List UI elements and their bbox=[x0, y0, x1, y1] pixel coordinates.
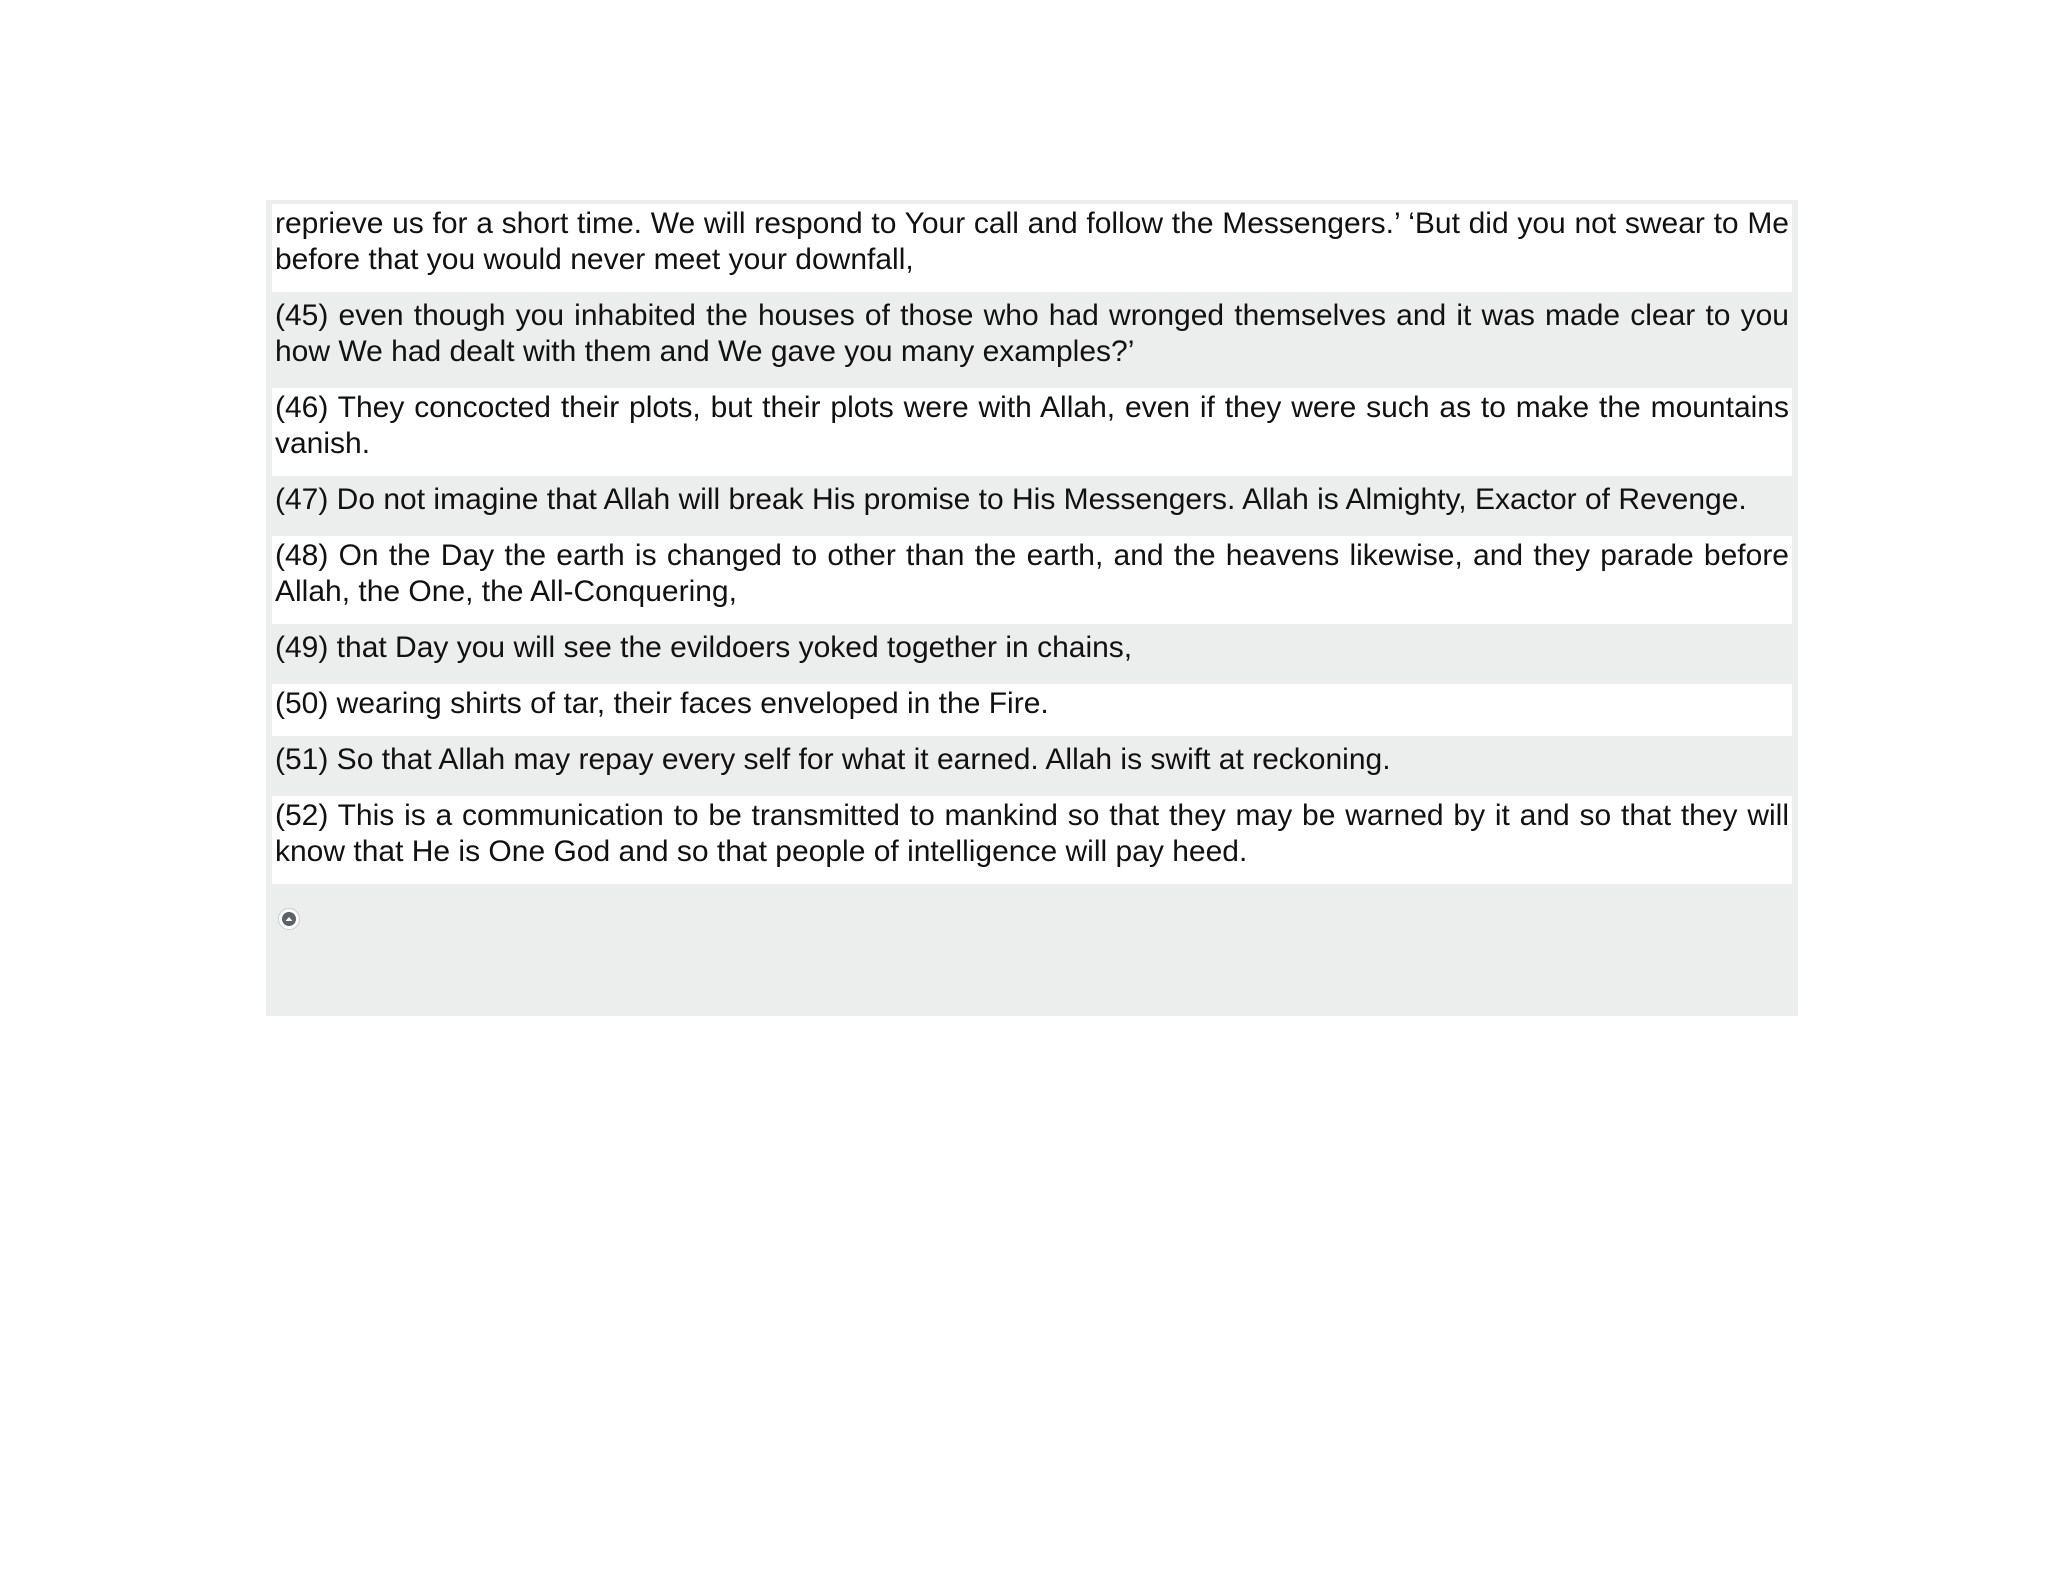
verse-row: reprieve us for a short time. We will respond to Your call and follow the Messengers.’ ‘But did you not swear to Me before that you would never meet your downfall, bbox=[272, 204, 1792, 292]
verse-row: (52) This is a communication to be transmitted to mankind so that they may be warned by it and so that they will know that He is One God and so that people of intelligence will pay heed. bbox=[272, 796, 1792, 884]
scroll-up-icon bbox=[282, 912, 296, 926]
verse-panel bbox=[266, 200, 1798, 1016]
verse-row: (47) Do not imagine that Allah will break His promise to His Messengers. Allah is Almighty, Exactor of Revenge. bbox=[272, 480, 1792, 532]
verse-row: (49) that Day you will see the evildoers yoked together in chains, bbox=[272, 628, 1792, 680]
verse-row: (51) So that Allah may repay every self for what it earned. Allah is swift at reckoning. bbox=[272, 740, 1792, 792]
scroll-up-button[interactable] bbox=[278, 908, 300, 930]
panel-footer bbox=[272, 888, 1792, 928]
chevron-up-icon bbox=[285, 916, 293, 922]
verse-row: (48) On the Day the earth is changed to other than the earth, and the heavens likewise, and they parade before Allah, the One, the All-Conquering, bbox=[272, 536, 1792, 624]
verse-row: (46) They concocted their plots, but their plots were with Allah, even if they were such as to make the mountains vanish. bbox=[272, 388, 1792, 476]
verse-row: (50) wearing shirts of tar, their faces enveloped in the Fire. bbox=[272, 684, 1792, 736]
verse-row: (45) even though you inhabited the houses of those who had wronged themselves and it was made clear to you how We had dealt with them and We gave you many examples?’ bbox=[272, 296, 1792, 384]
